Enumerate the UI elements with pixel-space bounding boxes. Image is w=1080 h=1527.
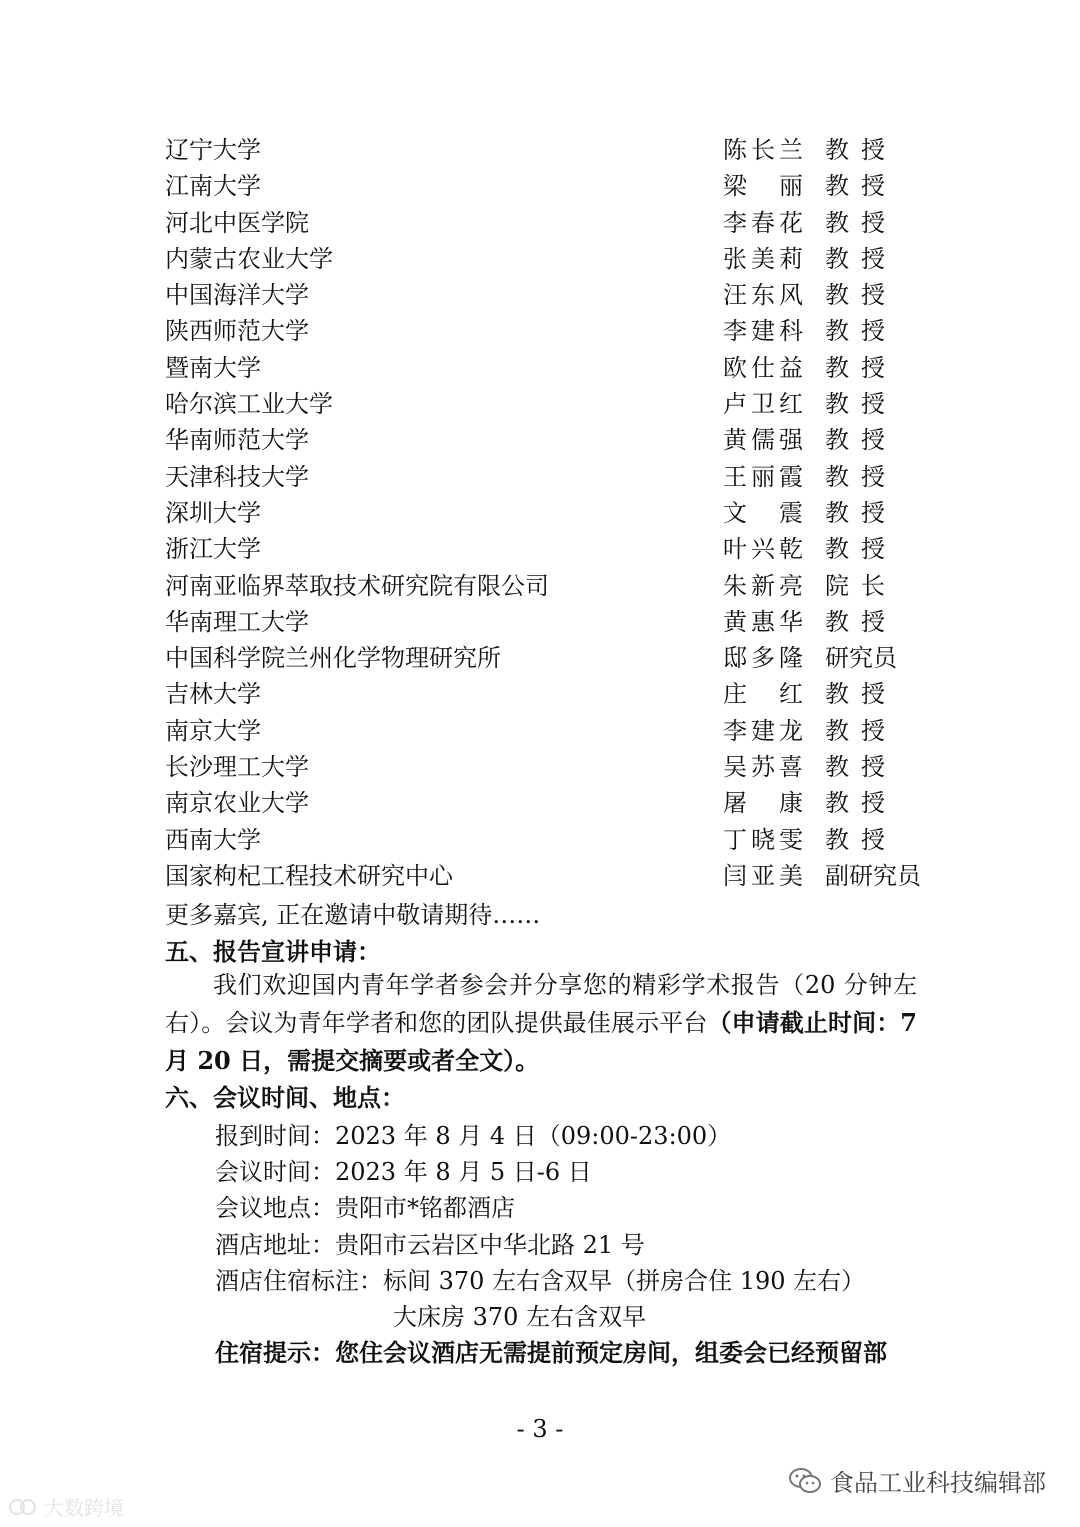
- expert-row: [165, 350, 925, 386]
- expert-name: 黄儒强: [723, 426, 803, 455]
- section6-heading: 六、会议时间、地点：: [165, 1083, 405, 1112]
- expert-row: [165, 749, 925, 785]
- expert-row: [165, 241, 925, 277]
- watermark-wechat: [788, 1463, 1046, 1498]
- section5-paragraph: [165, 967, 917, 1080]
- expert-name: 梁丽: [723, 172, 803, 201]
- expert-row: [165, 785, 925, 821]
- expert-row: [165, 822, 925, 858]
- registration-time: 报到时间：2023 年 8 月 4 日（09:00-23:00）: [215, 1122, 732, 1150]
- expert-row: [165, 459, 925, 495]
- expert-title: 教授: [825, 535, 897, 564]
- expert-name: 汪东风: [723, 281, 803, 310]
- section5-paragraph-text: 我们欢迎国内青年学者参会并分享您的精彩学术报告（20 分钟左右）。会议为青年学者和您的团队提供最佳展示平台: [165, 971, 917, 1037]
- meeting-venue: 会议地点：贵阳市*铭都酒店: [215, 1194, 515, 1222]
- expert-name: 丁晓雯: [723, 825, 803, 854]
- expert-name: 叶兴乾: [723, 535, 803, 564]
- expert-organization: 河北中医学院: [165, 208, 309, 237]
- watermark-bottom-left: [8, 1492, 124, 1521]
- expert-title: 教授: [825, 390, 897, 419]
- expert-organization: 哈尔滨工业大学: [165, 390, 333, 419]
- expert-organization: 内蒙古农业大学: [165, 244, 333, 273]
- expert-row: [165, 713, 925, 749]
- expert-name: 文震: [723, 498, 803, 527]
- logo-icon: [8, 1497, 38, 1517]
- expert-organization: 天津科技大学: [165, 462, 309, 491]
- expert-organization: 辽宁大学: [165, 136, 261, 164]
- expert-title: 教授: [825, 716, 897, 745]
- expert-title: 院长: [825, 571, 897, 600]
- expert-row: [165, 132, 925, 168]
- section5-heading: 五、报告宣讲申请：: [165, 937, 381, 966]
- expert-title: 教授: [825, 172, 897, 201]
- expert-organization: 中国科学院兰州化学物理研究所: [165, 644, 501, 673]
- expert-title: 副研究员: [825, 861, 921, 890]
- expert-name: 朱新亮: [723, 571, 803, 600]
- expert-title: 教授: [825, 317, 897, 346]
- meeting-time: 会议时间：2023 年 8 月 5 日-6 日: [215, 1158, 592, 1186]
- expert-title: 教授: [825, 825, 897, 854]
- expert-organization: 长沙理工大学: [165, 753, 309, 782]
- expert-organization: 南京大学: [165, 716, 261, 745]
- expert-organization: 华南理工大学: [165, 607, 309, 636]
- expert-organization: 南京农业大学: [165, 789, 309, 818]
- expert-title: 教授: [825, 789, 897, 818]
- expert-title: 教授: [825, 208, 897, 237]
- expert-name: 屠康: [723, 789, 803, 818]
- expert-name: 庄红: [723, 680, 803, 709]
- expert-title: 教授: [825, 498, 897, 527]
- expert-row: [165, 168, 925, 204]
- accommodation-tip: 住宿提示：您住会议酒店无需提前预定房间，组委会已经预留部: [215, 1338, 887, 1367]
- page-number: - 3 -: [516, 1415, 564, 1443]
- expert-row: [165, 277, 925, 313]
- expert-list: [165, 132, 925, 894]
- expert-organization: 陕西师范大学: [165, 317, 309, 346]
- expert-name: 李春花: [723, 208, 803, 237]
- expert-row: [165, 313, 925, 349]
- expert-organization: 深圳大学: [165, 498, 261, 527]
- expert-row: [165, 640, 925, 676]
- expert-title: 教授: [825, 244, 897, 273]
- expert-name: 闫亚美: [723, 861, 803, 890]
- expert-organization: 浙江大学: [165, 535, 261, 564]
- expert-name: 欧仕益: [723, 353, 803, 382]
- section5-deadline: （申请截止时间：7 月 20 日，需提交摘要或者全文）。: [165, 1008, 918, 1075]
- more-guests-note: 更多嘉宾, 正在邀请中敬请期待……: [165, 901, 541, 929]
- expert-title: 教授: [825, 136, 897, 164]
- expert-title: 研究员: [825, 644, 897, 673]
- expert-title: 教授: [825, 753, 897, 782]
- expert-title: 教授: [825, 426, 897, 455]
- expert-title: 教授: [825, 281, 897, 310]
- expert-title: 教授: [825, 462, 897, 491]
- expert-row: [165, 531, 925, 567]
- expert-title: 教授: [825, 680, 897, 709]
- expert-organization: 国家枸杞工程技术研究中心: [165, 861, 453, 890]
- expert-row: [165, 422, 925, 458]
- wechat-icon: [788, 1467, 822, 1495]
- expert-organization: 华南师范大学: [165, 426, 309, 455]
- expert-organization: 暨南大学: [165, 353, 261, 382]
- expert-row: [165, 386, 925, 422]
- expert-name: 邸多隆: [723, 644, 803, 673]
- expert-name: 黄惠华: [723, 607, 803, 636]
- expert-organization: 河南亚临界萃取技术研究院有限公司: [165, 571, 549, 600]
- expert-name: 陈长兰: [723, 136, 803, 164]
- expert-name: 卢卫红: [723, 390, 803, 419]
- accommodation-big-bed: 大床房 370 左右含双早: [393, 1303, 647, 1331]
- expert-name: 张美莉: [723, 244, 803, 273]
- expert-name: 李建科: [723, 317, 803, 346]
- watermark-left-text: 大数跨境: [44, 1496, 124, 1520]
- hotel-address: 酒店地址：贵阳市云岩区中华北路 21 号: [215, 1231, 645, 1259]
- expert-row: [165, 205, 925, 241]
- expert-name: 李建龙: [723, 716, 803, 745]
- expert-row: [165, 568, 925, 604]
- expert-row: [165, 858, 925, 894]
- expert-name: 王丽霞: [723, 462, 803, 491]
- accommodation-standard: 酒店住宿标注：标间 370 左右含双早（拼房合住 190 左右）: [215, 1267, 866, 1295]
- expert-name: 吴苏喜: [723, 753, 803, 782]
- expert-title: 教授: [825, 353, 897, 382]
- expert-row: [165, 676, 925, 712]
- expert-organization: 西南大学: [165, 825, 261, 854]
- expert-title: 教授: [825, 607, 897, 636]
- watermark-right-text: 食品工业科技编辑部: [830, 1469, 1046, 1497]
- expert-row: [165, 604, 925, 640]
- expert-row: [165, 495, 925, 531]
- expert-organization: 中国海洋大学: [165, 281, 309, 310]
- expert-organization: 吉林大学: [165, 680, 261, 709]
- expert-organization: 江南大学: [165, 172, 261, 201]
